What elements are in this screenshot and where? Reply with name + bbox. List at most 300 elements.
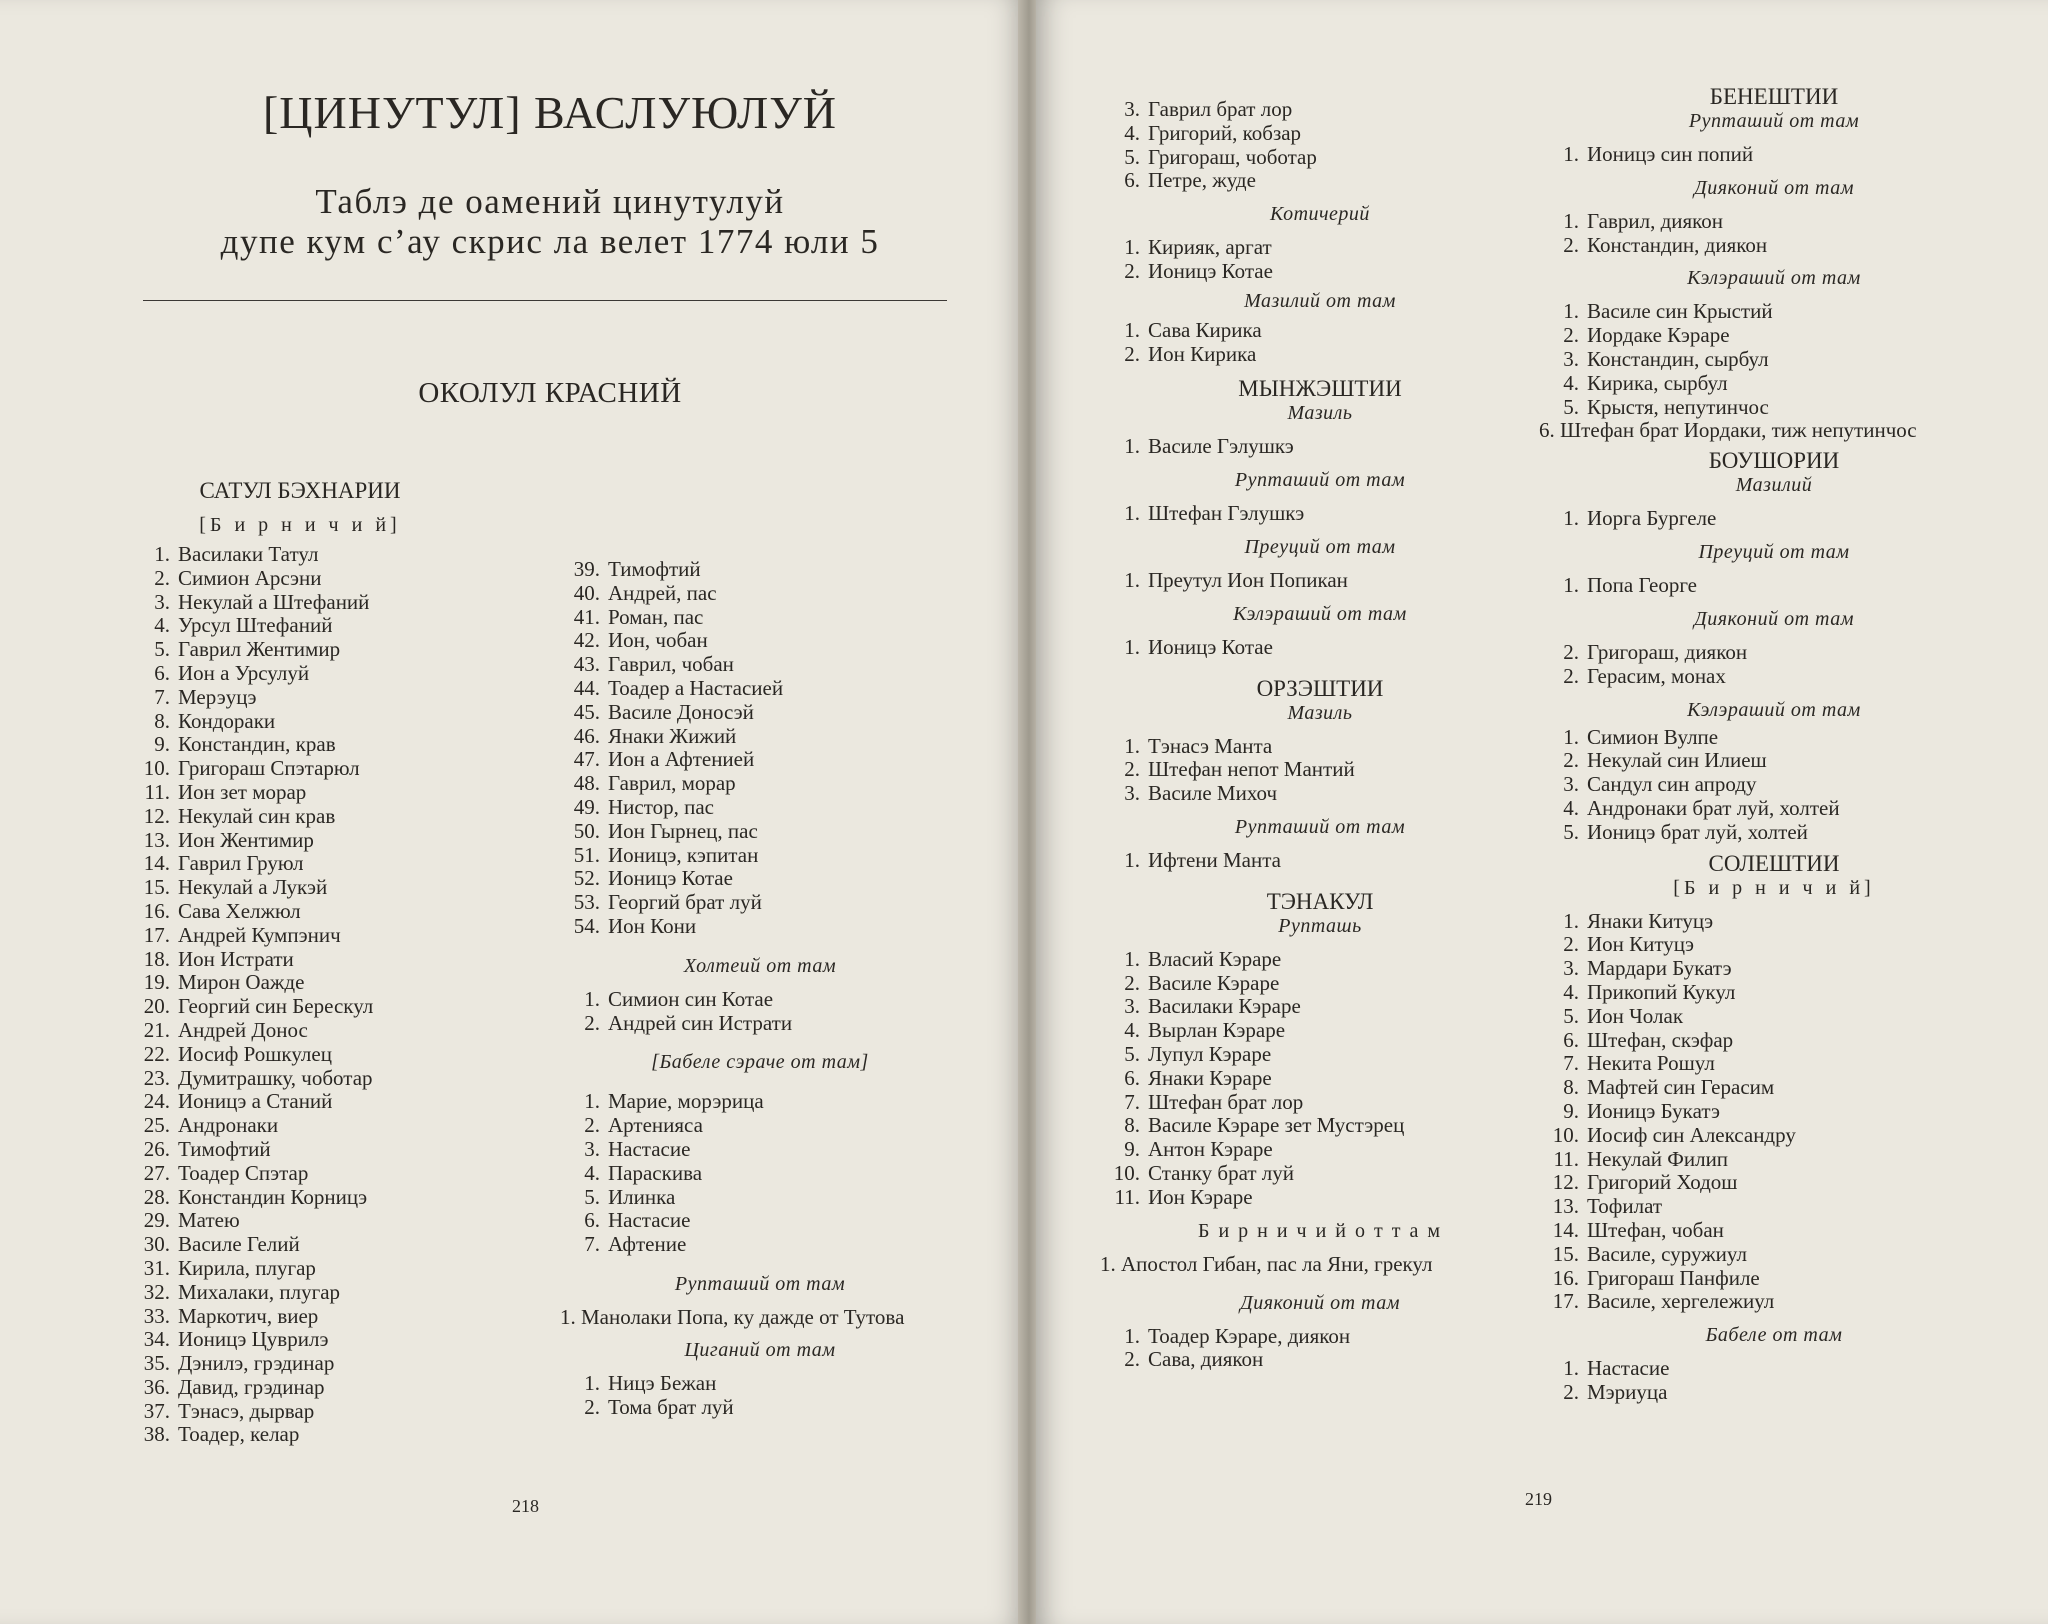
- list-item: [560, 1090, 960, 1114]
- name-list: [1539, 726, 2009, 845]
- item-name: Ион а Урсулуй: [178, 660, 310, 685]
- list-item: [1100, 98, 1540, 122]
- item-name: Урсул Штефаний: [178, 613, 333, 638]
- page-number: 218: [512, 1496, 539, 1516]
- item-name: Ион зет морар: [178, 779, 307, 804]
- village-heading: ТЭНАКУЛ: [1266, 888, 1374, 914]
- item-number: 48.: [573, 771, 600, 796]
- list-item: [560, 844, 960, 868]
- list-item: [1539, 143, 2009, 167]
- list-item: [1100, 1138, 1540, 1162]
- item-name: Мерэуцэ: [178, 684, 257, 709]
- item-name: Констандин Корницэ: [178, 1184, 368, 1209]
- item-name: Василе син Крыстий: [1587, 299, 1773, 324]
- item-number: 10.: [143, 756, 170, 781]
- item-name: Некита Рошул: [1587, 1051, 1715, 1076]
- item-number: 2.: [1563, 639, 1579, 664]
- item-number: 1.: [1563, 142, 1579, 166]
- item-name: Гаврил, диякон: [1587, 208, 1724, 233]
- item-number: 12.: [143, 803, 170, 828]
- item-number: 2.: [1124, 341, 1140, 366]
- item-number: 2.: [584, 1113, 600, 1138]
- item-name: Преутул Ион Попикан: [1148, 567, 1348, 592]
- item-number: 2.: [154, 565, 170, 590]
- item-number: 3.: [1563, 346, 1579, 371]
- list-item: [130, 1186, 460, 1210]
- item-number: 42.: [573, 628, 600, 653]
- item-number: 13.: [1552, 1194, 1579, 1219]
- village-heading: ОРЗЭШТИИ: [1256, 675, 1384, 701]
- item-number: 38.: [143, 1422, 170, 1447]
- item-name: Василаки Кэраре: [1148, 994, 1301, 1019]
- item-name: Иордаке Кэраре: [1587, 323, 1730, 348]
- item-name: Григорий, кобзар: [1148, 120, 1302, 145]
- item-name: Некулай а Лукэй: [178, 875, 328, 900]
- item-name: Некулай а Штефаний: [178, 589, 370, 614]
- item-number: 2.: [1124, 258, 1140, 283]
- item-number: 33.: [143, 1303, 170, 1328]
- item-name: Тоадер Кэраре, диякон: [1148, 1323, 1351, 1348]
- list-item: [1100, 782, 1540, 806]
- list-item: [1539, 1029, 2009, 1053]
- name-list: [1539, 300, 2009, 419]
- list-item: [130, 1209, 460, 1233]
- list-item: [560, 606, 960, 630]
- item-number: 2.: [1563, 663, 1579, 688]
- item-name: Настасие: [608, 1208, 691, 1233]
- list-item: [1539, 372, 2009, 396]
- item-number: 1.: [584, 986, 600, 1011]
- list-item: [130, 1281, 460, 1305]
- item-name: Ион Чолак: [1587, 1003, 1684, 1028]
- list-item: [560, 1114, 960, 1138]
- item-name: Андронаки: [178, 1113, 279, 1138]
- item-number: 1.: [584, 1370, 600, 1395]
- item-name: Янаки Кэраре: [1148, 1065, 1272, 1090]
- list-item: [1100, 1043, 1540, 1067]
- item-number: 26.: [143, 1136, 170, 1161]
- item-name: Думитрашку, чоботар: [178, 1065, 373, 1090]
- list-item: [1100, 948, 1540, 972]
- name-list: [1100, 98, 1540, 193]
- list-item: [1539, 1381, 2009, 1405]
- item-name: Мэриуца: [1587, 1379, 1668, 1404]
- list-item: [1539, 1219, 2009, 1243]
- item-name: Григораш, диякон: [1587, 639, 1748, 664]
- name-list: [1539, 910, 2009, 1315]
- item-number: 2.: [1124, 1347, 1140, 1372]
- name-list: [1100, 502, 1540, 526]
- item-name: Тома брат луй: [608, 1394, 734, 1419]
- list-item: [560, 558, 960, 582]
- name-list: [1539, 574, 2009, 598]
- section-heading: Преуций от там: [1244, 535, 1396, 558]
- item-number: 1.: [1563, 506, 1579, 531]
- list-item: [130, 1400, 460, 1424]
- list-item: [560, 772, 960, 796]
- list-item: [130, 686, 460, 710]
- item-name: Василе Кэраре зет Мустэрец: [1148, 1113, 1405, 1138]
- item-name: Афтение: [608, 1232, 687, 1257]
- item-name: Михалаки, плугар: [178, 1279, 341, 1304]
- list-item: [1539, 1100, 2009, 1124]
- item-number: 1.: [1563, 1356, 1579, 1381]
- list-item: [1539, 574, 2009, 598]
- item-number: 44.: [573, 675, 600, 700]
- item-name: Гаврил брат лор: [1148, 97, 1293, 121]
- list-item: [130, 710, 460, 734]
- item-number: 24.: [143, 1089, 170, 1114]
- list-item: [130, 1043, 460, 1067]
- item-name: Ион а Афтенией: [608, 747, 755, 772]
- item-name: Власий Кэраре: [1148, 946, 1282, 971]
- item-name: Ницэ Бежан: [608, 1370, 717, 1395]
- name-list: [1100, 948, 1540, 1210]
- list-item: 1. Манолаки Попа, ку дажде от Тутова: [560, 1304, 905, 1329]
- section-heading: Дияконий от там: [1694, 176, 1854, 199]
- item-name: Ион Кирика: [1148, 341, 1257, 366]
- item-number: 2.: [1563, 932, 1579, 957]
- item-number: 16.: [143, 898, 170, 923]
- section-heading: Преуций от там: [1698, 541, 1850, 564]
- name-list: [1539, 143, 2009, 167]
- item-name: Василе Михоч: [1148, 781, 1278, 806]
- list-item: [130, 1114, 460, 1138]
- list-item: [1100, 1162, 1540, 1186]
- item-number: 1.: [1563, 573, 1579, 598]
- item-number: 8.: [1124, 1113, 1140, 1138]
- item-name: Лупул Кэраре: [1148, 1041, 1272, 1066]
- item-name: Станку брат луй: [1148, 1160, 1294, 1185]
- list-item: [1100, 735, 1540, 759]
- item-number: 21.: [143, 1017, 170, 1042]
- village-heading: СОЛЕШТИИ: [1708, 850, 1840, 876]
- item-name: Параскива: [608, 1160, 703, 1185]
- item-name: Андронаки брат луй, холтей: [1587, 795, 1840, 820]
- village-heading: БЕНЕШТИИ: [1709, 84, 1839, 109]
- item-number: 2.: [1124, 970, 1140, 995]
- item-number: 5.: [584, 1184, 600, 1209]
- item-name: Матею: [178, 1208, 240, 1233]
- item-name: Ион, чобан: [608, 628, 708, 653]
- list-item: [1539, 821, 2009, 845]
- item-name: Некулай син Илиеш: [1587, 748, 1767, 773]
- subtitle-line: Таблэ де оамений цинутулуй: [315, 182, 785, 221]
- item-number: 18.: [143, 946, 170, 971]
- list-item: [130, 757, 460, 781]
- item-number: 3.: [1124, 994, 1140, 1019]
- list-item: [560, 1012, 960, 1036]
- name-list: [1100, 236, 1540, 284]
- item-name: Симион син Котае: [608, 986, 774, 1011]
- item-number: 10.: [1552, 1122, 1579, 1147]
- list-item: [130, 1090, 460, 1114]
- list-item: [1539, 1357, 2009, 1381]
- name-list: [130, 543, 460, 1447]
- section-heading: Бабеле от там: [1705, 1324, 1843, 1347]
- item-name: Давид, грэдинар: [178, 1374, 325, 1399]
- item-number: 7.: [154, 684, 170, 709]
- list-item: [1100, 995, 1540, 1019]
- item-number: 5.: [1563, 1003, 1579, 1028]
- item-number: 5.: [1563, 819, 1579, 844]
- list-item: [1539, 1076, 2009, 1100]
- list-item: [130, 1376, 460, 1400]
- list-item: [560, 1372, 960, 1396]
- section-heading: Мазиль: [1287, 402, 1353, 425]
- list-item: [1539, 981, 2009, 1005]
- list-item: [1539, 1052, 2009, 1076]
- name-list: [1100, 435, 1540, 459]
- item-number: 11.: [1114, 1184, 1140, 1209]
- item-name: Ион Китуцэ: [1587, 932, 1695, 957]
- item-number: 41.: [573, 604, 600, 629]
- item-name: Герасим, монах: [1587, 663, 1726, 688]
- section-heading: Кэлэраший от там: [1687, 267, 1861, 290]
- item-number: 1.: [1124, 567, 1140, 592]
- item-name: Тимофтий: [608, 557, 701, 581]
- item-name: Сава Хелжюл: [178, 898, 301, 923]
- item-number: 14.: [1552, 1217, 1579, 1242]
- item-name: Сандул син апроду: [1587, 772, 1757, 797]
- district-heading: ОКОЛУЛ КРАСНИЙ: [418, 377, 682, 409]
- item-number: 8.: [1563, 1075, 1579, 1100]
- section-heading: Рупташий от там: [1234, 469, 1406, 492]
- item-name: Настасие: [1587, 1356, 1670, 1381]
- item-name: Василе, хергележиул: [1587, 1289, 1775, 1314]
- item-name: Штефан, скэфар: [1587, 1027, 1734, 1052]
- list-item: 6. Штефан брат Иордаки, тиж непутинчос: [1539, 418, 1917, 443]
- item-name: Тэнасэ Манта: [1148, 733, 1273, 758]
- item-number: 8.: [154, 708, 170, 733]
- list-item: [130, 543, 460, 567]
- item-name: Гаврил, морар: [608, 771, 736, 796]
- item-number: 4.: [154, 613, 170, 638]
- list-item: [1100, 1019, 1540, 1043]
- name-list: [560, 558, 960, 939]
- item-name: Мафтей син Герасим: [1587, 1075, 1775, 1100]
- item-number: 1.: [1124, 501, 1140, 526]
- list-item: [1100, 435, 1540, 459]
- item-number: 1.: [584, 1089, 600, 1114]
- right-page: [1036, 0, 2048, 1624]
- item-number: 3.: [1124, 97, 1140, 121]
- list-item: [1539, 234, 2009, 258]
- item-number: 5.: [154, 637, 170, 662]
- section-heading: Котичерий: [1270, 203, 1370, 226]
- section-heading: Мазилий от там: [1244, 289, 1396, 312]
- item-number: 2.: [1563, 1379, 1579, 1404]
- list-item: [130, 948, 460, 972]
- item-name: Кирика, сырбул: [1587, 370, 1728, 395]
- list-item: [130, 900, 460, 924]
- item-name: Ионицэ а Станий: [178, 1089, 333, 1114]
- item-name: Штефан непот Мантий: [1148, 757, 1355, 782]
- list-item: [130, 1423, 460, 1447]
- item-name: Ионицэ Букатэ: [1587, 1098, 1721, 1123]
- item-name: Штефан брат лор: [1148, 1089, 1304, 1114]
- section-heading: Мазилий: [1735, 474, 1813, 497]
- list-item: [130, 924, 460, 948]
- item-number: 4.: [1563, 979, 1579, 1004]
- list-item: [1100, 1348, 1540, 1372]
- list-item: [1100, 1114, 1540, 1138]
- page-title: [ЦИНУТУЛ] ВАСЛУЮЛУЙ: [262, 87, 838, 138]
- item-name: Артенияса: [608, 1113, 703, 1138]
- item-number: 4.: [1563, 370, 1579, 395]
- list-item: [1100, 569, 1540, 593]
- item-number: 29.: [143, 1208, 170, 1233]
- name-list: [1100, 735, 1540, 806]
- item-name: Андрей син Истрати: [608, 1010, 793, 1035]
- right-column-1: [1100, 98, 1540, 1372]
- list-item: [1539, 910, 2009, 934]
- list-item: [1539, 1005, 2009, 1029]
- list-item: [1539, 726, 2009, 750]
- item-number: 15.: [143, 875, 170, 900]
- list-item: [1100, 1325, 1540, 1349]
- list-item: [1100, 319, 1540, 343]
- list-item: [130, 829, 460, 853]
- item-number: 53.: [573, 890, 600, 915]
- list-item: [560, 629, 960, 653]
- section-heading: Рупташий от там: [674, 1272, 846, 1295]
- name-list: [560, 1090, 960, 1257]
- item-name: Вырлан Кэраре: [1148, 1018, 1286, 1043]
- item-name: Ион Истрати: [178, 946, 294, 971]
- list-item: [1539, 641, 2009, 665]
- section-heading: [Бабеле сэраче от там]: [651, 1051, 869, 1074]
- item-number: 7.: [1563, 1051, 1579, 1076]
- item-name: Илинка: [608, 1184, 676, 1209]
- list-item: [1100, 849, 1540, 873]
- name-list: [1100, 1325, 1540, 1373]
- section-heading: Рупташий от там: [1234, 815, 1406, 838]
- item-name: Иосиф син Александру: [1587, 1122, 1796, 1147]
- list-item: [1539, 1243, 2009, 1267]
- item-name: Ионицэ Котае: [1148, 258, 1273, 283]
- list-item: [130, 1162, 460, 1186]
- list-item: [560, 748, 960, 772]
- list-item: [560, 582, 960, 606]
- item-name: Тоадер Спэтар: [178, 1160, 309, 1185]
- list-item: [1100, 758, 1540, 782]
- item-name: Василе, суружиул: [1587, 1241, 1747, 1266]
- item-name: Янаки Китуцэ: [1587, 908, 1714, 933]
- item-number: 15.: [1552, 1241, 1579, 1266]
- item-number: 17.: [1552, 1289, 1579, 1314]
- item-number: 27.: [143, 1160, 170, 1185]
- name-list: [1100, 849, 1540, 873]
- item-name: Констандин, сырбул: [1587, 346, 1769, 371]
- item-number: 14.: [143, 851, 170, 876]
- item-name: Василаки Татул: [178, 542, 319, 566]
- item-number: 1.: [1124, 1323, 1140, 1348]
- item-name: Кирияк, аргат: [1148, 235, 1272, 260]
- item-number: 46.: [573, 723, 600, 748]
- item-name: Ифтени Манта: [1148, 847, 1281, 872]
- item-name: Кирила, плугар: [178, 1255, 316, 1280]
- category-label: [Б и р н и ч и й]: [1673, 876, 1875, 899]
- item-number: 40.: [573, 580, 600, 605]
- item-name: Петре, жуде: [1148, 168, 1256, 193]
- item-name: Некулай син крав: [178, 803, 336, 828]
- item-number: 54.: [573, 913, 600, 938]
- item-name: Ионицэ Цуврилэ: [178, 1327, 329, 1352]
- item-number: 2.: [584, 1394, 600, 1419]
- list-item: [560, 820, 960, 844]
- list-item: [130, 591, 460, 615]
- item-name: Василе Гэлушкэ: [1148, 434, 1294, 459]
- list-item: [560, 1396, 960, 1420]
- item-number: 30.: [143, 1232, 170, 1257]
- item-number: 3.: [154, 589, 170, 614]
- item-name: Штефан Гэлушкэ: [1148, 501, 1305, 526]
- list-item: [130, 1257, 460, 1281]
- item-number: 12.: [1552, 1170, 1579, 1195]
- item-number: 6.: [1124, 168, 1140, 193]
- item-name: Ионицэ син попий: [1587, 142, 1754, 166]
- list-item: [130, 1328, 460, 1352]
- item-name: Антон Кэраре: [1148, 1137, 1273, 1162]
- list-item: [1539, 507, 2009, 531]
- category-label: [Б и р н и ч и й]: [199, 514, 401, 536]
- item-name: Настасие: [608, 1136, 691, 1161]
- list-item: [1100, 1186, 1540, 1210]
- item-number: 36.: [143, 1374, 170, 1399]
- list-item: [1539, 1267, 2009, 1291]
- item-number: 2.: [584, 1010, 600, 1035]
- item-number: 9.: [1124, 1137, 1140, 1162]
- item-number: 5.: [1563, 394, 1579, 419]
- item-name: Ион Жентимир: [178, 827, 314, 852]
- item-number: 10.: [1113, 1160, 1140, 1185]
- item-number: 2.: [1563, 232, 1579, 257]
- item-name: Григораш, чоботар: [1148, 144, 1317, 169]
- section-heading: Рупташь: [1278, 914, 1362, 937]
- list-item: [1100, 1067, 1540, 1091]
- item-name: Ионицэ, кэпитан: [608, 842, 759, 867]
- item-number: 43.: [573, 652, 600, 677]
- item-name: Ион Кэраре: [1148, 1184, 1253, 1209]
- item-name: Мардари Букатэ: [1587, 956, 1732, 981]
- page-subtitle: [140, 182, 960, 262]
- list-item: [560, 915, 960, 939]
- list-item: [130, 733, 460, 757]
- divider: [143, 300, 947, 301]
- item-number: 1.: [1563, 724, 1579, 749]
- list-item: [130, 805, 460, 829]
- name-list: [1539, 210, 2009, 258]
- item-number: 9.: [154, 732, 170, 757]
- list-item: [1539, 749, 2009, 773]
- item-number: 16.: [1552, 1265, 1579, 1290]
- list-item: [1100, 636, 1540, 660]
- list-item: [1100, 122, 1540, 146]
- item-name: Ионицэ брат луй, холтей: [1587, 819, 1808, 844]
- item-name: Нистор, пас: [608, 794, 715, 819]
- item-number: 1.: [1124, 847, 1140, 872]
- item-name: Тимофтий: [178, 1136, 271, 1161]
- village-heading: МЫНЖЭШТИИ: [1238, 376, 1402, 402]
- item-number: 4.: [1124, 1018, 1140, 1043]
- item-number: 1.: [1124, 434, 1140, 459]
- item-number: 52.: [573, 866, 600, 891]
- page-number: 219: [1525, 1489, 1552, 1509]
- item-name: Констандин, диякон: [1587, 232, 1768, 257]
- item-name: Роман, пас: [608, 604, 704, 629]
- list-item: [130, 638, 460, 662]
